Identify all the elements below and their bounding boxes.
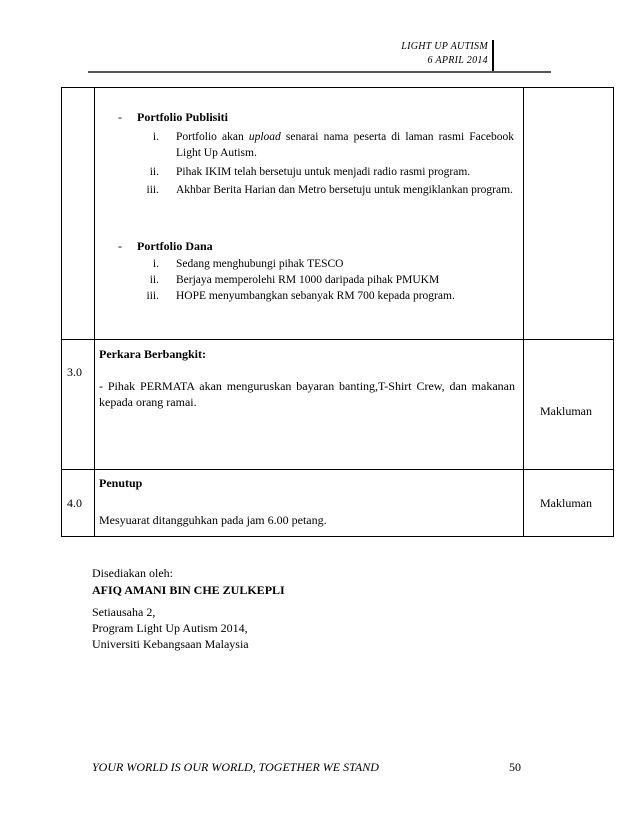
list-item: Portfolio akan upload senarai nama peserta di laman rasmi Facebook Light Up Autism. — [176, 131, 514, 159]
preparer-name: AFIQ AMANI BIN CHE ZULKEPLI — [92, 583, 285, 597]
row-divider-2 — [62, 469, 613, 470]
item-number: iii. — [146, 290, 159, 302]
bullet: - — [118, 110, 122, 124]
row-title: Perkara Berbangkit: — [99, 347, 206, 361]
header-title: LIGHT UP AUTISM — [401, 41, 488, 52]
list-item: Akhbar Berita Harian dan Metro bersetuju untuk mengiklankan program. — [176, 184, 513, 196]
header-date: 6 APRIL 2014 — [427, 55, 488, 66]
row-body: - Pihak PERMATA akan menguruskan bayaran banting,T-Shirt Crew, dan makanan kepada orang ramai. — [99, 379, 515, 409]
item-number: ii. — [149, 166, 159, 178]
row-divider-1 — [62, 339, 613, 340]
item-number: ii. — [149, 274, 159, 286]
section-title-publisiti: Portfolio Publisiti — [137, 110, 228, 124]
row-body: Mesyuarat ditangguhkan pada jam 6.00 petang. — [99, 513, 327, 527]
item-number: i. — [152, 258, 159, 270]
list-item: HOPE menyumbangkan sebanyak RM 700 kepada program. — [176, 290, 455, 302]
preparer-university: Universiti Kebangsaan Malaysia — [92, 637, 249, 651]
status-label: Makluman — [540, 404, 592, 418]
bullet: - — [118, 239, 122, 253]
status-label: Makluman — [540, 496, 592, 510]
list-item: Berjaya memperolehi RM 1000 daripada pihak PMUKM — [176, 274, 440, 286]
prepared-by-label: Disediakan oleh: — [92, 566, 173, 580]
preparer-program: Program Light Up Autism 2014, — [92, 621, 248, 635]
header-divider-vertical — [492, 40, 494, 72]
list-item: Sedang menghubungi pihak TESCO — [176, 258, 344, 270]
row-number: 3.0 — [67, 365, 82, 379]
page-number: 50 — [509, 760, 521, 774]
item-number: iii. — [146, 184, 159, 196]
section-title-dana: Portfolio Dana — [137, 239, 213, 253]
row-title: Penutup — [99, 476, 143, 490]
header-divider-horizontal — [88, 71, 551, 73]
preparer-role: Setiausaha 2, — [92, 605, 156, 619]
item-number: i. — [152, 131, 159, 143]
document-header — [401, 40, 488, 68]
minutes-table — [61, 87, 614, 537]
list-item: Pihak IKIM telah bersetuju untuk menjadi radio rasmi program. — [176, 166, 471, 178]
footer-slogan: YOUR WORLD IS OUR WORLD, TOGETHER WE STAND — [92, 760, 379, 774]
row-number: 4.0 — [67, 496, 82, 510]
